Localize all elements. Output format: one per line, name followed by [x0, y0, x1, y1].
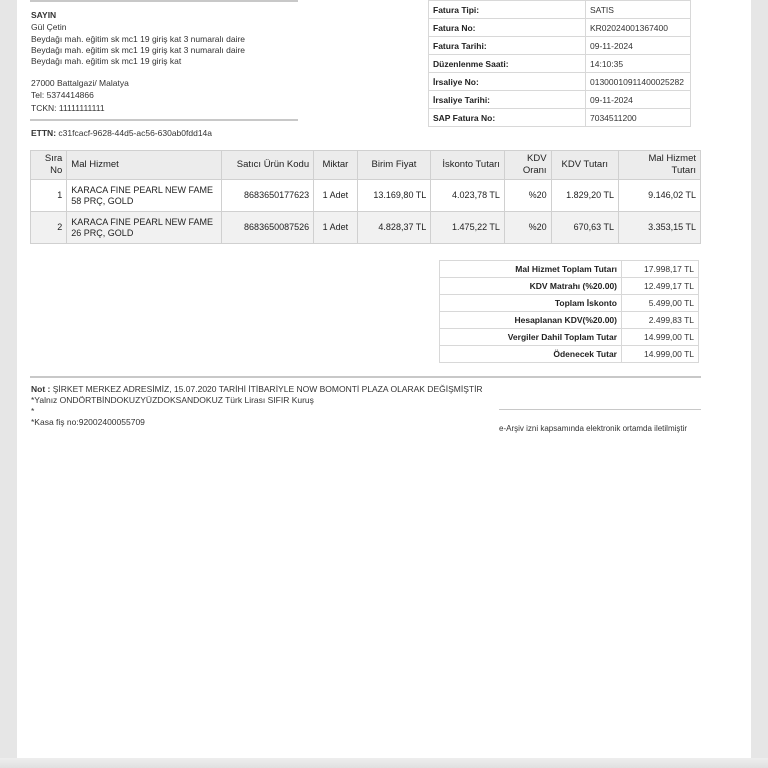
meta-value: 14:10:35 [586, 55, 691, 73]
col-miktar: Miktar [314, 151, 358, 180]
page-bottom-shadow [0, 758, 768, 768]
totals-value: 5.499,00 TL [622, 295, 699, 312]
meta-row [429, 19, 691, 37]
totals-label: Toplam İskonto [440, 295, 622, 312]
col-urun-kodu: Satıcı Ürün Kodu [221, 151, 313, 180]
cell-kdv-tutari: 670,63 TL [551, 212, 618, 244]
col-sira-no: Sıra No [31, 151, 67, 180]
totals-label: Mal Hizmet Toplam Tutarı [440, 261, 622, 278]
cell-mal-hizmet: KARACA FINE PEARL NEW FAME 58 PRÇ, GOLD [67, 180, 222, 212]
earsiv-text: e-Arşiv izni kapsamında elektronik ortamda iletilmiştir [499, 424, 688, 433]
invoice-items-table [30, 150, 701, 244]
meta-label: Fatura Tipi: [429, 1, 586, 19]
totals-row [440, 329, 699, 346]
buyer-name: Gül Çetin [31, 22, 67, 32]
totals-row [440, 261, 699, 278]
cell-sira: 2 [31, 212, 67, 244]
earsiv-rule [499, 409, 701, 410]
meta-label: İrsaliye Tarihi: [429, 91, 586, 109]
col-iskonto: İskonto Tutarı [431, 151, 505, 180]
totals-label: Hesaplanan KDV(%20.00) [440, 312, 622, 329]
cell-mal-hizmet-tutari: 9.146,02 TL [618, 180, 700, 212]
totals-value: 12.499,17 TL [622, 278, 699, 295]
top-left-rule [30, 0, 298, 2]
buyer-phone: Tel: 5374414866 [31, 90, 94, 100]
cell-kdv-orani: %20 [504, 212, 551, 244]
totals-row [440, 312, 699, 329]
col-mal-hizmet-tutari: Mal Hizmet Tutarı [618, 151, 700, 180]
meta-value: 09-11-2024 [586, 91, 691, 109]
col-kdv-orani: KDV Oranı [504, 151, 551, 180]
meta-label: İrsaliye No: [429, 73, 586, 91]
items-header-row [31, 151, 701, 180]
notes-rule [30, 376, 701, 378]
invoice-meta-table [428, 0, 691, 127]
meta-label: Fatura Tarihi: [429, 37, 586, 55]
meta-value: 09-11-2024 [586, 37, 691, 55]
cell-urun-kodu: 8683650087526 [221, 212, 313, 244]
totals-row [440, 278, 699, 295]
totals-label: KDV Matrahı (%20.00) [440, 278, 622, 295]
cell-miktar: 1 Adet [314, 212, 358, 244]
meta-label: Fatura No: [429, 19, 586, 37]
totals-row [440, 346, 699, 363]
totals-label: Ödenecek Tutar [440, 346, 622, 363]
cell-iskonto: 1.475,22 TL [431, 212, 505, 244]
buyer-address-3: Beydağı mah. eğitim sk mc1 19 giriş kat [31, 56, 182, 66]
note-line [31, 384, 483, 395]
cell-kdv-orani: %20 [504, 180, 551, 212]
col-birim-fiyat: Birim Fiyat [357, 151, 431, 180]
totals-row [440, 295, 699, 312]
col-kdv-tutari: KDV Tutarı [551, 151, 618, 180]
cell-miktar: 1 Adet [314, 180, 358, 212]
cell-birim-fiyat: 4.828,37 TL [357, 212, 431, 244]
note-label: Not : [31, 384, 51, 394]
top-left-rule-2 [30, 119, 298, 121]
cell-sira: 1 [31, 180, 67, 212]
cell-urun-kodu: 8683650177623 [221, 180, 313, 212]
ettn-value: c31fcacf-9628-44d5-ac56-630ab0fdd14a [58, 128, 212, 138]
col-mal-hizmet: Mal Hizmet [67, 151, 222, 180]
buyer-address-1: Beydağı mah. eğitim sk mc1 19 giriş kat 3 numaralı daire [31, 34, 246, 44]
note-yalniz: *Yalnız ONDÖRTBİNDOKUZYÜZDOKSANDOKUZ Türk Lirası SIFIR Kuruş [31, 395, 314, 405]
ettn-label: ETTN: [31, 128, 57, 138]
totals-label: Vergiler Dahil Toplam Tutar [440, 329, 622, 346]
meta-label: Düzenlenme Saati: [429, 55, 586, 73]
cell-birim-fiyat: 13.169,80 TL [357, 180, 431, 212]
ettn-line [31, 128, 212, 139]
totals-value: 17.998,17 TL [622, 261, 699, 278]
meta-value: 01300010911400025282 [586, 73, 691, 91]
invoice-totals-table [439, 260, 699, 363]
meta-value: 7034511200 [586, 109, 691, 127]
table-row [31, 180, 701, 212]
buyer-address-2: Beydağı mah. eğitim sk mc1 19 giriş kat 3 numaralı daire [31, 45, 246, 55]
totals-value: 14.999,00 TL [622, 329, 699, 346]
meta-value: KR02024001367400 [586, 19, 691, 37]
meta-value: SATIS [586, 1, 691, 19]
cell-iskonto: 4.023,78 TL [431, 180, 505, 212]
cell-mal-hizmet-tutari: 3.353,15 TL [618, 212, 700, 244]
buyer-tckn: TCKN: 11111111111 [31, 103, 105, 113]
cell-kdv-tutari: 1.829,20 TL [551, 180, 618, 212]
note-kasa: *Kasa fiş no:92002400055709 [31, 417, 145, 427]
buyer-city: 27000 Battalgazi/ Malatya [31, 78, 129, 88]
cell-mal-hizmet: KARACA FINE PEARL NEW FAME 26 PRÇ, GOLD [67, 212, 222, 244]
totals-value: 2.499,83 TL [622, 312, 699, 329]
meta-row [429, 109, 691, 127]
meta-row [429, 37, 691, 55]
meta-row [429, 55, 691, 73]
note-star: * [31, 406, 35, 416]
table-row [31, 212, 701, 244]
meta-label: SAP Fatura No: [429, 109, 586, 127]
totals-value: 14.999,00 TL [622, 346, 699, 363]
meta-row [429, 91, 691, 109]
note-text: ŞİRKET MERKEZ ADRESİMİZ, 15.07.2020 TARİHİ İTİBARİYLE NOW BOMONTİ PLAZA OLARAK DEĞİŞMİŞTİR [52, 384, 483, 394]
meta-row [429, 73, 691, 91]
buyer-heading: SAYIN [31, 10, 57, 20]
meta-row [429, 1, 691, 19]
